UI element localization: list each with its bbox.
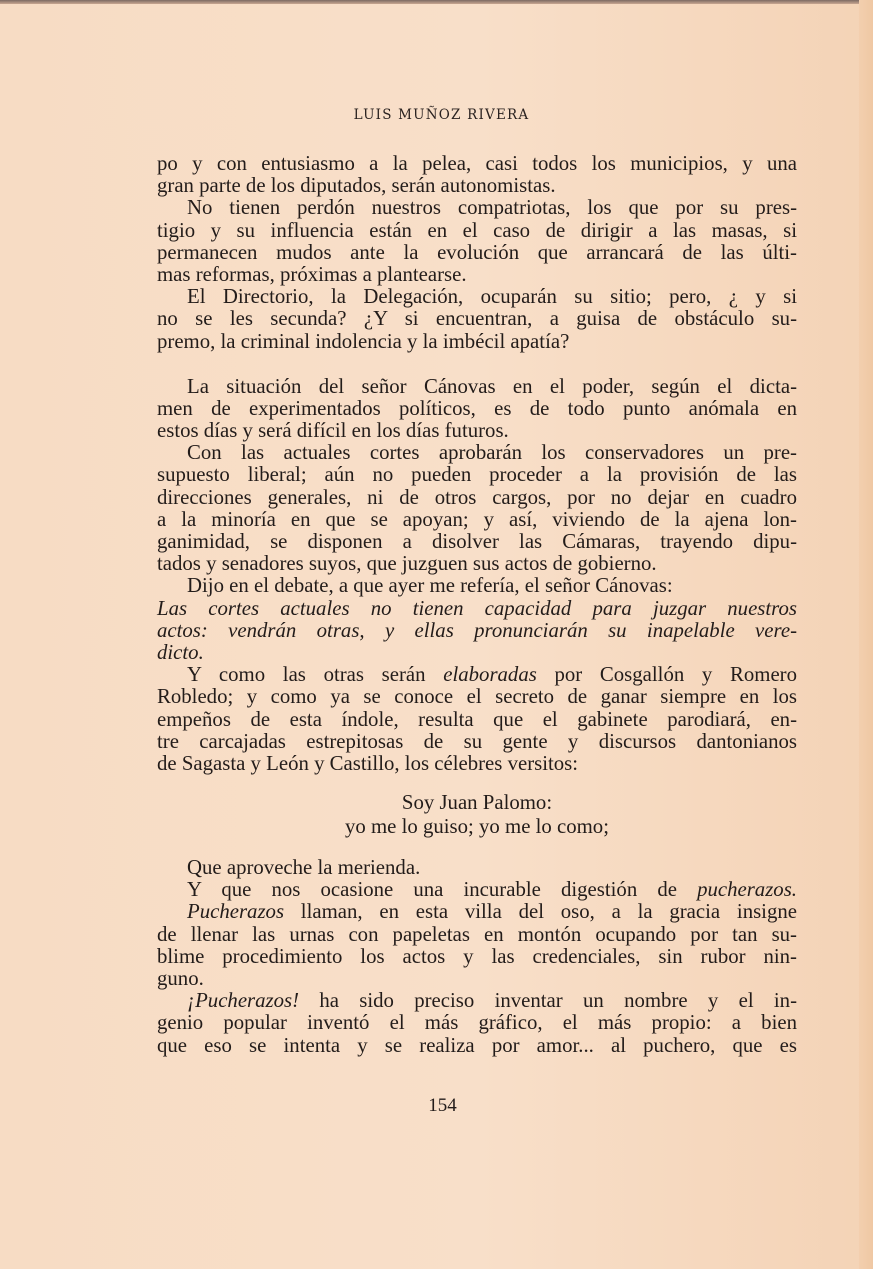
text-line: Las cortes actuales no tienen capacidad para juzgar nuestros [157,596,797,620]
text-block-3 [157,924,797,991]
text-line: gran parte de los diputados, serán autonomistas. [157,174,556,198]
paragraph-gap [157,353,797,376]
text-line: no se les secunda? ¿Y si encuentran, a guisa de obstáculo su- [157,307,797,331]
text-line: No tienen perdón nuestros compatriotas, los que por su pres- [187,196,797,220]
text-line: de llenar las urnas con papeletas en montón ocupando por tan su- [157,922,797,946]
text-line: premo, la criminal indolencia y la imbécil apatía? [157,329,570,353]
text-line: estos días y será difícil en los días futuros. [157,419,509,443]
text-line: Que aproveche la merienda. [187,856,421,880]
text-line: supuesto liberal; aún no pueden proceder a la provisión de las [157,463,797,487]
text-block-2 [157,686,797,775]
text-line: guno. [157,967,204,990]
text-line: Y como las otras serán elaboradas por Cosgallón y Romero [187,663,797,687]
text-line: ganimidad, se disponen a disolver las Cámaras, trayendo dipu- [157,530,797,553]
text-line: a la minoría en que se apoyan; y así, viviendo de la ajena lon- [157,507,797,531]
page-number: 154 [428,1095,457,1116]
text-line: genio popular inventó el más gráfico, el más propio: a bien [157,1011,797,1035]
text-line: empeños de esta índole, resulta que el gabinete parodiará, en- [157,707,797,731]
text-line: que eso se intenta y se realiza por amor... al puchero, que es [157,1033,797,1057]
text-line: Pucherazos llaman, en esta villa del oso, a la gracia insigne [187,900,797,924]
page-right-edge [859,0,873,1269]
text-line: dicto. [157,640,204,664]
text-block-4 [157,1012,797,1056]
text-block-1 [157,153,797,664]
text-line: Dijo en el debate, a que ayer me refería, el señor Cánovas: [187,574,673,598]
text-line: de Sagasta y León y Castillo, los célebres versitos: [157,751,579,775]
text-line: Robledo; y como ya se conoce el secreto de ganar siempre en los [157,685,797,709]
text-line: blime procedimiento los actos y las credenciales, sin rubor nin- [157,944,797,968]
text-line: po y con entusiasmo a la pelea, casi todos los municipios, y una [157,152,797,175]
text-line: ¡Pucherazos! ha sido preciso inventar un nombre y el in- [187,989,797,1013]
text-line: tados y senadores suyos, que juzguen sus actos de gobierno. [157,552,657,576]
verse-line-1: Soy Juan Palomo: [401,791,553,815]
text-line: direcciones generales, ni de otros cargos, por no dejar en cuadro [157,485,797,509]
text-line: men de experimentados políticos, es de todo punto anómala en [157,396,797,420]
text-line: permanecen mudos ante la evolución que arrancará de las últi- [157,240,797,264]
text-line: tigio y su influencia están en el caso de dirigir a las masas, si [157,218,797,242]
text-line: La situación del señor Cánovas en el poder, según el dicta- [187,374,797,398]
text-line: El Directorio, la Delegación, ocuparán su sitio; pero, ¿ y si [187,285,797,309]
text-line: mas reformas, próximas a plantearse. [157,262,467,286]
text-line: tre carcajadas estrepitosas de su gente y discursos dantonianos [157,729,797,753]
page-top-edge [0,0,873,4]
text-line: Con las actuales cortes aprobarán los conservadores un pre- [187,441,797,465]
running-header: LUIS MUÑOZ RIVERA [353,107,530,123]
text-line: actos: vendrán otras, y ellas pronunciarán su inapelable vere- [157,618,797,642]
body-text [157,153,797,1057]
verse-line-2: yo me lo guiso; yo me lo como; [345,815,609,839]
text-line: Y que nos ocasione una incurable digestión de pucherazos. [187,878,797,902]
